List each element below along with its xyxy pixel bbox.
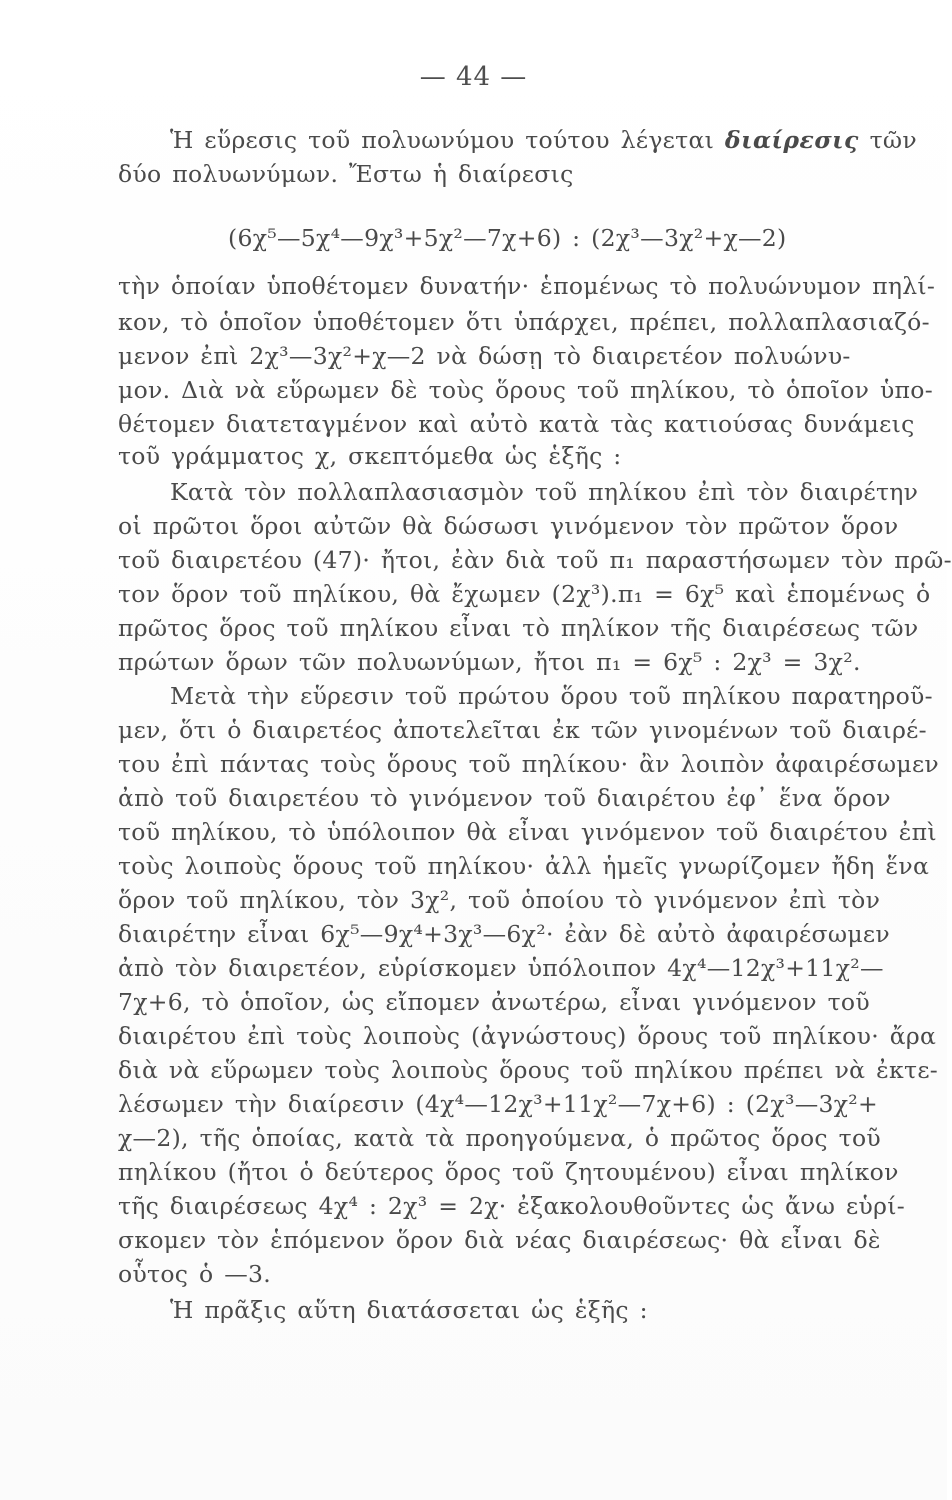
- paragraph-1-line-2: δύο πολυωνύμων. Ἔστω ἡ διαίρεσις: [118, 160, 574, 188]
- paragraph-3-line: οἱ πρῶτοι ὅροι αὐτῶν θὰ δώσωσι γινόμενον τὸν πρῶτον ὅρον: [118, 512, 899, 540]
- paragraph-4-line: 7χ+6, τὸ ὁποῖον, ὡς εἴπομεν ἀνωτέρω, εἶναι γινόμενον τοῦ: [118, 988, 870, 1016]
- paragraph-2-line: μον. Διὰ νὰ εὕρωμεν δὲ τοὺς ὅρους τοῦ πηλίκου, τὸ ὁποῖον ὑπο-: [118, 376, 933, 404]
- paragraph-4-line: οὗτος ὁ —3.: [118, 1260, 272, 1288]
- paragraph-2-line: τοῦ γράμματος χ, σκεπτόμεθα ὡς ἑξῆς :: [118, 442, 622, 470]
- paragraph-4-line: ἀπὸ τὸν διαιρετέον, εὑρίσκομεν ὑπόλοιπον 4χ⁴—12χ³+11χ²—: [118, 954, 884, 982]
- paragraph-4-line: διὰ νὰ εὕρωμεν τοὺς λοιποὺς ὅρους τοῦ πηλίκου πρέπει νὰ ἐκτε-: [118, 1056, 939, 1084]
- paragraph-4-line: ἀπὸ τοῦ διαιρετέου τὸ γινόμενον τοῦ διαιρέτου ἐφ᾽ ἕνα ὅρον: [118, 784, 891, 812]
- paragraph-4-line: λέσωμεν τὴν διαίρεσιν (4χ⁴—12χ³+11χ²—7χ+6) : (2χ³—3χ²+: [118, 1090, 878, 1118]
- paragraph-4-line: διαιρέτην εἶναι 6χ⁵—9χ⁴+3χ³—6χ²· ἐὰν δὲ αὐτὸ ἀφαιρέσωμεν: [118, 920, 890, 948]
- paragraph-4-line: διαιρέτου ἐπὶ τοὺς λοιποὺς (ἀγνώστους) ὅρους τοῦ πηλίκου· ἄρα: [118, 1022, 937, 1050]
- paragraph-1-line-1: [170, 124, 917, 157]
- p1-text-after: τῶν: [858, 126, 917, 154]
- bold-term-diairesis: διαίρεσις: [724, 126, 859, 154]
- paragraph-2-line: κον, τὸ ὁποῖον ὑποθέτομεν ὅτι ὑπάρχει, πρέπει, πολλαπλασιαζό-: [118, 308, 930, 336]
- paragraph-4-line: του ἐπὶ πάντας τοὺς ὅρους τοῦ πηλίκου· ἂν λοιπὸν ἀφαιρέσωμεν: [118, 750, 940, 778]
- paragraph-4-line: τῆς διαιρέσεως 4χ⁴ : 2χ³ = 2χ· ἐξακολουθοῦντες ὡς ἄνω εὑρί-: [118, 1192, 905, 1220]
- division-equation: (6χ⁵—5χ⁴—9χ³+5χ²—7χ+6) : (2χ³—3χ²+χ—2): [228, 224, 787, 252]
- paragraph-2-line: μενον ἐπὶ 2χ³—3χ²+χ—2 νὰ δώσῃ τὸ διαιρετέον πολυώνυ-: [118, 342, 851, 370]
- paragraph-4-line: τοὺς λοιποὺς ὅρους τοῦ πηλίκου· ἀλλ ἡμεῖς γνωρίζομεν ἤδη ἕνα: [118, 852, 930, 880]
- paragraph-4-line: τοῦ πηλίκου, τὸ ὑπόλοιπον θὰ εἶναι γινόμενον τοῦ διαιρέτου ἐπὶ: [118, 818, 937, 846]
- paragraph-3-line: πρώτων ὅρων τῶν πολυωνύμων, ἤτοι π₁ = 6χ⁵ : 2χ³ = 3χ².: [118, 648, 861, 676]
- paragraph-4-line: ὅρον τοῦ πηλίκου, τὸν 3χ², τοῦ ὁποίου τὸ γινόμενον ἐπὶ τὸν: [118, 886, 881, 914]
- paragraph-3-line: τον ὅρον τοῦ πηλίκου, θὰ ἔχωμεν (2χ³).π₁ = 6χ⁵ καὶ ἑπομένως ὁ: [118, 580, 931, 608]
- paragraph-3-first-line: Κατὰ τὸν πολλαπλασιασμὸν τοῦ πηλίκου ἐπὶ τὸν διαιρέτην: [170, 478, 919, 506]
- paragraph-4-line: χ—2), τῆς ὁποίας, κατὰ τὰ προηγούμενα, ὁ πρῶτος ὅρος τοῦ: [118, 1124, 881, 1152]
- paragraph-5-first-line: Ἡ πρᾶξις αὕτη διατάσσεται ὡς ἑξῆς :: [170, 1296, 648, 1324]
- paragraph-2-line: θέτομεν διατεταγμένον καὶ αὐτὸ κατὰ τὰς κατιούσας δυνάμεις: [118, 410, 915, 438]
- paragraph-4-line: σκομεν τὸν ἑπόμενον ὅρον διὰ νέας διαιρέσεως· θὰ εἶναι δὲ: [118, 1226, 881, 1254]
- paragraph-2-line: τὴν ὁποίαν ὑποθέτομεν δυνατήν· ἑπομένως τὸ πολυώνυμον πηλί-: [118, 272, 936, 300]
- paragraph-4-line: μεν, ὅτι ὁ διαιρετέος ἀποτελεῖται ἐκ τῶν γινομένων τοῦ διαιρέ-: [118, 716, 927, 744]
- page-number: — 44 —: [419, 62, 528, 92]
- paragraph-4-line: πηλίκου (ἤτοι ὁ δεύτερος ὅρος τοῦ ζητουμένου) εἶναι πηλίκον: [118, 1158, 899, 1186]
- paragraph-4-first-line: Μετὰ τὴν εὕρεσιν τοῦ πρώτου ὅρου τοῦ πηλίκου παρατηροῦ-: [170, 682, 933, 710]
- paragraph-3-line: τοῦ διαιρετέου (47)· ἤτοι, ἐὰν διὰ τοῦ π₁ παραστήσωμεν τὸν πρῶ-: [118, 546, 952, 574]
- paragraph-3-line: πρῶτος ὅρος τοῦ πηλίκου εἶναι τὸ πηλίκον τῆς διαιρέσεως τῶν: [118, 614, 919, 642]
- p1-text-before: Ἡ εὕρεσις τοῦ πολυωνύμου τούτου λέγεται: [170, 126, 725, 154]
